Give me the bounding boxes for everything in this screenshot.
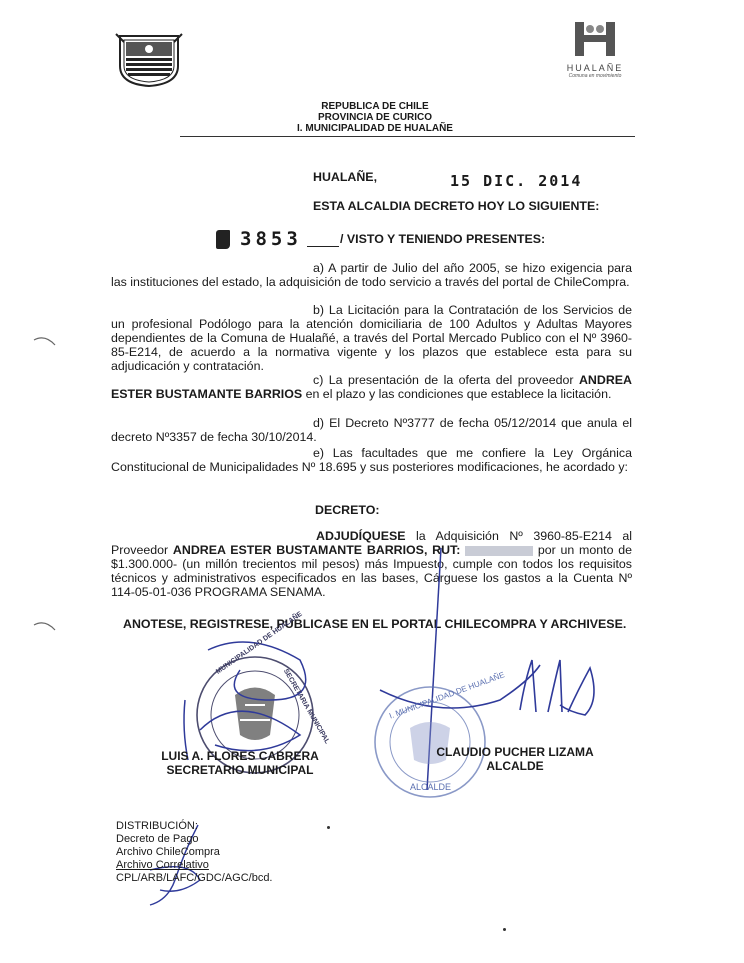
municipal-coat-of-arms bbox=[114, 32, 184, 88]
mayor-title: ALCALDE bbox=[486, 759, 544, 773]
closing-statement: ANOTESE, REGISTRESE, PUBLICASE EN EL PORTAL CHILECOMPRA Y ARCHIVESE. bbox=[123, 617, 627, 631]
letterhead-line-1: REPUBLICA DE CHILE bbox=[321, 101, 429, 112]
visto-heading: / VISTO Y TENIENDO PRESENTES: bbox=[340, 232, 546, 246]
logo-name: HUALAÑE bbox=[566, 63, 624, 73]
paragraph-c bbox=[111, 373, 632, 401]
secretary-title: SECRETARIO MUNICIPAL bbox=[166, 763, 314, 777]
adjudiquese-text-2: por un monto de $1.300.000- (un millón trecientos mil pesos) más Impuesto, cumple con todos los requisitos técnicos y administrativos especificados en las bases, Cárguese los gastos a la Cuenta Nº 114-05-01-036 PROGRAMA SENAMA. bbox=[111, 543, 632, 599]
decreto-title: DECRETO: bbox=[315, 503, 380, 517]
logo-tagline: Comuna en movimiento bbox=[568, 73, 622, 79]
decree-number-underline bbox=[307, 246, 339, 247]
decree-number-mark bbox=[216, 230, 230, 249]
letterhead-line-3: I. MUNICIPALIDAD DE HUALAÑE bbox=[297, 123, 453, 134]
paragraph-c-provider: ANDREA ESTER BUSTAMANTE BARRIOS bbox=[111, 373, 632, 401]
mayor-signature-block bbox=[420, 745, 610, 773]
decree-number: 3853 bbox=[240, 228, 302, 250]
paragraph-a: a) A partir de Julio del año 2005, se hizo exigencia para las instituciones del estado, la adquisición de todo servicio a través del portal de ChileCompra. bbox=[111, 261, 632, 289]
punch-hole-mark-upper bbox=[34, 338, 55, 345]
adjudiquese-paragraph bbox=[111, 529, 632, 599]
paragraph-d: d) El Decreto Nº3777 de fecha 05/12/2014 que anula el decreto Nº3357 de fecha 30/10/2014. bbox=[111, 416, 632, 444]
paragraph-e: e) Las facultades que me confiere la Ley Orgánica Constitucional de Municipalidades Nº 18.695 y sus posteriores modificaciones, he acordado y: bbox=[111, 446, 632, 474]
decree-intro: ESTA ALCALDIA DECRETO HOY LO SIGUIENTE: bbox=[313, 199, 600, 213]
adjudiquese-provider: ANDREA ESTER BUSTAMANTE BARRIOS, RUT: bbox=[172, 543, 461, 557]
paragraph-b: b) La Licitación para la Contratación de los Servicios de un profesional Podólogo para la atención domiciliaria de 100 Adultos y Adultas Mayores dependientes de la Comuna de Hualañé, a través del Portal Mercado Publico con el Nº 3960-85-E214, de acuerdo a la normativa vigente y los plazos que establece esta para su adjudicación y contratación. bbox=[111, 303, 632, 373]
hualane-logo bbox=[560, 20, 630, 82]
ink-dot bbox=[503, 928, 506, 931]
ink-dot bbox=[327, 826, 330, 829]
distribution-item: Archivo Correlativo bbox=[116, 859, 209, 871]
paragraph-c-lead: c) La presentación de la oferta del proveedor bbox=[313, 373, 579, 387]
distribution-item: Archivo ChileCompra bbox=[116, 846, 220, 858]
header-rule bbox=[180, 136, 635, 137]
secretary-name: LUIS A. FLORES CABRERA bbox=[161, 749, 319, 763]
distribution-title: DISTRIBUCIÓN: bbox=[116, 820, 198, 832]
distribution-item: Decreto de Pago bbox=[116, 833, 199, 845]
mayor-name: CLAUDIO PUCHER LIZAMA bbox=[436, 745, 594, 759]
adjudiquese-text-1: la Adquisición Nº 3960-85-E214 al Proveedor bbox=[111, 529, 632, 557]
date-stamp: 15 DIC. 2014 bbox=[450, 172, 583, 190]
adjudiquese-verb: ADJUDÍQUESE bbox=[316, 529, 406, 543]
mayor-seal-bottom-text: ALCALDE bbox=[410, 782, 452, 792]
mayor-seal-text: I. MUNICIPALIDAD DE HUALAÑE bbox=[388, 670, 506, 721]
paragraph-c-tail: en el plazo y las condiciones que establece la licitación. bbox=[302, 387, 612, 401]
hualane-logo-icon bbox=[569, 20, 621, 58]
secretary-seal-side-text: SECRETARIA MUNICIPAL bbox=[281, 668, 331, 746]
distribution-item: CPL/ARB/LAFC/GDC/AGC/bcd. bbox=[116, 872, 273, 884]
letterhead bbox=[230, 101, 520, 134]
secretary-signature-block bbox=[150, 749, 330, 777]
decree-number-row bbox=[212, 228, 612, 252]
distribution-block bbox=[116, 820, 273, 885]
secretary-signature bbox=[184, 642, 306, 760]
punch-hole-mark-lower bbox=[34, 623, 55, 630]
redacted-rut bbox=[465, 546, 533, 556]
secretary-seal-text: MUNICIPALIDAD DE HUALAÑE bbox=[215, 610, 304, 676]
place-label: HUALAÑE, bbox=[313, 170, 378, 184]
letterhead-line-2: PROVINCIA DE CURICO bbox=[317, 112, 433, 123]
